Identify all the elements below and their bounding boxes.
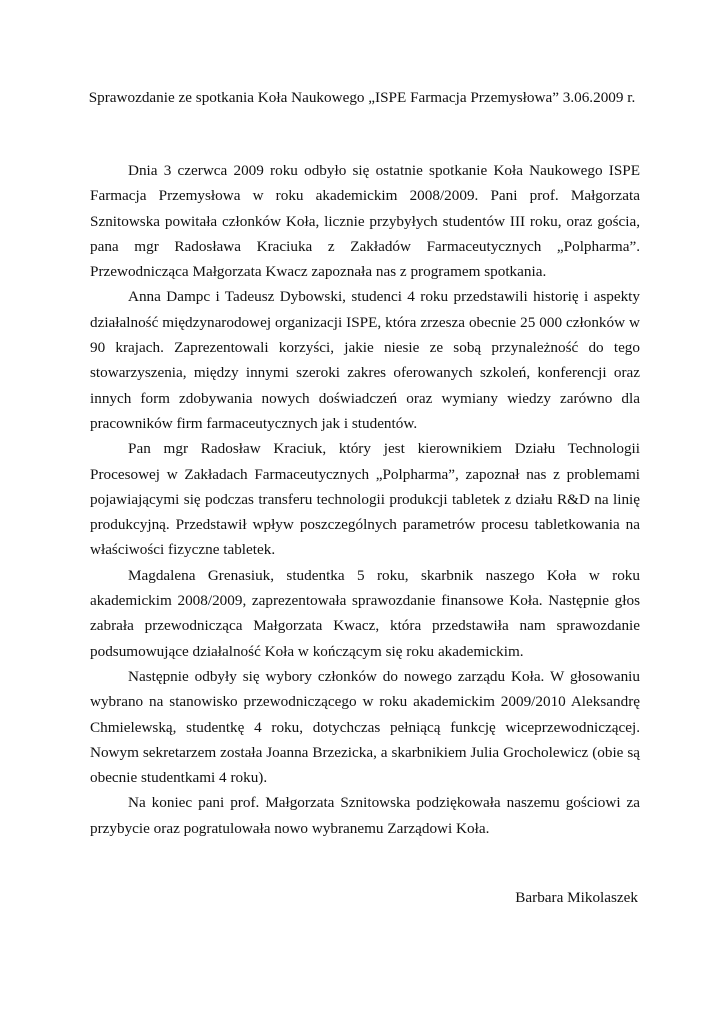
document-title: Sprawozdanie ze spotkania Koła Naukowego „ISPE Farmacja Przemysłowa” 3.06.2009 r. xyxy=(88,89,636,106)
author-signature: Barbara Mikolaszek xyxy=(515,889,638,906)
paragraph-closing: Na koniec pani prof. Małgorzata Sznitowska podziękowała naszemu gościowi za przybycie oraz pogratulowała nowo wybranemu Zarządowi Koła. xyxy=(90,794,640,837)
paragraph-financial-report: Magdalena Grenasiuk, studentka 5 roku, skarbnik naszego Koła w roku akademickim 2008/2009, zaprezentowała sprawozdanie finansowe Koła. Następnie głos zabrała przewodnicząca Małgorzata Kwacz, która przedstawiła nam sprawozdanie podsumowujące działalność Koła w kończącym się roku akademickim. xyxy=(90,566,640,660)
document-body xyxy=(90,158,640,841)
paragraph-guest-lecture: Pan mgr Radosław Kraciuk, który jest kierownikiem Działu Technologii Procesowej w Zakładach Farmaceutycznych „Polpharma”, zapoznał nas z problemami pojawiającymi się podczas transferu technologii produkcji tabletek z działu R&D na linię produkcyjną. Przedstawił wpływ poszczególnych parametrów procesu tabletkowania na właściwości fizyczne tabletek. xyxy=(90,440,640,559)
paragraph-ispe-presentation: Anna Dampc i Tadeusz Dybowski, studenci 4 roku przedstawili historię i aspekty działalność międzynarodowej organizacji ISPE, która zrzesza obecnie 25 000 członków w 90 krajach. Zaprezentowali korzyści, jakie niesie ze sobą przynależność do tego stowarzyszenia, między innymi szeroki zakres oferowanych szkoleń, konferencji oraz innych form zdobywania nowych doświadczeń oraz wymiany wiedzy zarówno dla pracowników firm farmaceutycznych jak i studentów. xyxy=(90,288,640,432)
paragraph-board-election: Następnie odbyły się wybory członków do nowego zarządu Koła. W głosowaniu wybrano na stanowisko przewodniczącego w roku akademickim 2009/2010 Aleksandrę Chmielewską, studentkę 4 roku, dotychczas pełniącą funkcję wiceprzewodniczącej. Nowym sekretarzem została Joanna Brzezicka, a skarbnikiem Julia Grocholewicz (obie są obecnie studentkami 4 roku). xyxy=(90,667,640,787)
paragraph-meeting-intro: Dnia 3 czerwca 2009 roku odbyło się ostatnie spotkanie Koła Naukowego ISPE Farmacja Przemysłowa w roku akademickim 2008/2009. Pani prof. Małgorzata Sznitowska powitała członków Koła, licznie przybyłych studentów III roku, oraz gościa, pana mgr Radosława Kraciuka z Zakładów Farmaceutycznych „Polpharma”. Przewodnicząca Małgorzata Kwacz zapoznała nas z programem spotkania. xyxy=(90,162,640,281)
